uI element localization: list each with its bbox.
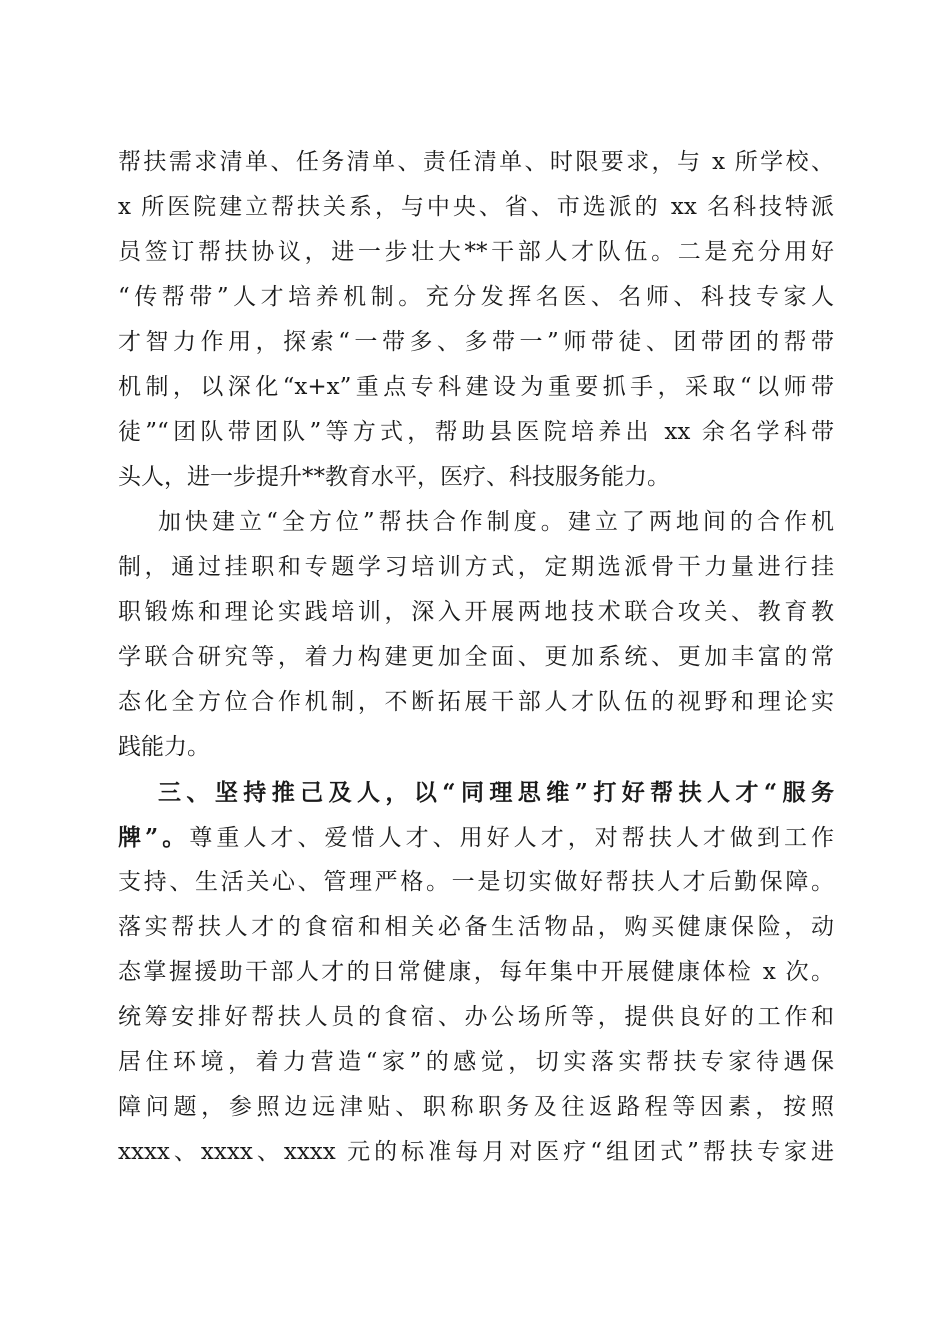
text-line: xxxx、xxxx、xxxx 元的标准每月对医疗“组团式”帮扶专家进 [118, 1139, 834, 1165]
heading-tail: 牌”。 [118, 824, 190, 851]
text-line: 徒”“团队带团队”等方式，帮助县医院培养出 xx 余名学科带 [118, 419, 834, 445]
section-heading: 三、坚持推己及人，以“同理思维”打好帮扶人才“服务 [158, 779, 834, 806]
text-line: 态掌握援助干部人才的日常健康，每年集中开展健康体检 x 次。 [118, 959, 834, 985]
text-line: 帮扶需求清单、任务清单、责任清单、时限要求，与 x 所学校、 [118, 149, 834, 175]
text-line: 态化全方位合作机制，不断拓展干部人才队伍的视野和理论实 [118, 689, 834, 715]
text-line: 践能力。 [118, 734, 210, 760]
text-line: 支持、生活关心、管理严格。一是切实做好帮扶人才后勤保障。 [118, 869, 834, 895]
text-line: “传帮带”人才培养机制。充分发挥名医、名师、科技专家人 [118, 284, 834, 310]
section-heading-continuation [118, 815, 834, 860]
text-line: 居住环境，着力营造“家”的感觉，切实落实帮扶专家待遇保 [118, 1049, 834, 1075]
text-line: 机制，以深化“x+x”重点专科建设为重要抓手，采取“以师带 [118, 374, 834, 400]
text-line: 障问题，参照边远津贴、职称职务及往返路程等因素，按照 [118, 1094, 834, 1120]
text-line: 员签订帮扶协议，进一步壮大**干部人才队伍。二是充分用好 [118, 239, 834, 265]
document-body [118, 140, 834, 1175]
text-line: 统筹安排好帮扶人员的食宿、办公场所等，提供良好的工作和 [118, 1004, 834, 1030]
text-line: 制，通过挂职和专题学习培训方式，定期选派骨干力量进行挂 [118, 554, 834, 580]
text-line: 学联合研究等，着力构建更加全面、更加系统、更加丰富的常 [118, 644, 834, 670]
text-line: 头人，进一步提升**教育水平，医疗、科技服务能力。 [118, 464, 670, 490]
heading-tail-rest: 尊重人才、爱惜人才、用好人才，对帮扶人才做到工作 [189, 825, 835, 851]
text-line: x 所医院建立帮扶关系，与中央、省、市选派的 xx 名科技特派 [118, 194, 834, 220]
text-line: 落实帮扶人才的食宿和相关必备生活物品，购买健康保险，动 [118, 914, 834, 940]
text-line: 职锻炼和理论实践培训，深入开展两地技术联合攻关、教育教 [118, 599, 834, 625]
paragraph-first-line: 加快建立“全方位”帮扶合作制度。建立了两地间的合作机 [158, 509, 834, 535]
text-line: 才智力作用，探索“一带多、多带一”师带徒、团带团的帮带 [118, 329, 834, 355]
